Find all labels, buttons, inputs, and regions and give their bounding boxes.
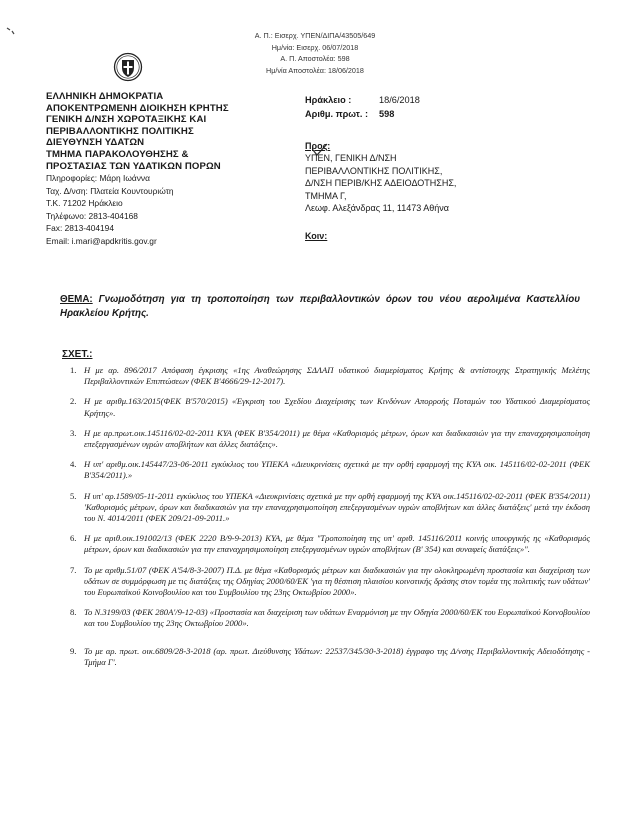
- reference-number: 9.: [70, 645, 77, 656]
- sender-date-line: Ημ/νία Αποστολέα: 18/06/2018: [266, 65, 364, 75]
- reference-number: 5.: [70, 490, 77, 501]
- protocol-row: [305, 107, 605, 121]
- recipient-line: ΤΜΗΜΑ Γ,: [305, 190, 347, 201]
- subject-label: ΘΕΜΑ:: [60, 294, 93, 305]
- reference-number: 4.: [70, 459, 77, 470]
- meta-and-recipient-block: [305, 93, 605, 241]
- greek-emblem-icon: [113, 52, 143, 82]
- recipient-line: Δ/ΝΣΗ ΠΕΡΙΒ/ΚΗΣ ΑΔΕΙΟΔΟΤΗΣΗΣ,: [305, 178, 457, 188]
- phone-number: Τηλέφωνο: 2813-404168: [46, 210, 138, 221]
- issuer-line: ΤΜΗΜΑ ΠΑΡΑΚΟΛΟΥΘΗΣΗΣ &: [46, 148, 189, 160]
- sender-protocol-line: Α. Π. Αποστολέα: 598: [280, 54, 350, 63]
- issuer-line: ΔΙΕΥΘΥΝΣΗ ΥΔΑΤΩΝ: [46, 137, 145, 149]
- reference-item: [70, 459, 590, 481]
- reference-item: [70, 607, 590, 629]
- recipient-label: Προς:: [305, 141, 331, 151]
- fax-number: Fax: 2813-404194: [46, 223, 114, 234]
- issuer-line: ΠΕΡΙΒΑΛΛΟΝΤΙΚΗΣ ΠΟΛΙΤΙΚΗΣ: [46, 125, 194, 137]
- place-label: Ηράκλειο :: [305, 95, 352, 105]
- references-list: [70, 365, 590, 668]
- receipt-stamp: [205, 30, 425, 76]
- reference-text: Η υπ' αριθμ.οικ.145447/23-06-2011 εγκύκλιος του ΥΠΕΚΑ «Διευκρινίσεις σχετικά με την ορθή εφαρμογή της ΚΥΑ οικ. 145116/02-02-2011 (ΦΕΚ Β'354/2011).»: [84, 459, 590, 481]
- reference-number: 3.: [70, 427, 77, 438]
- reference-item: [70, 428, 590, 450]
- reference-number: 1.: [70, 365, 77, 375]
- receipt-protocol-line: Α. Π.: Εισερχ. ΥΠΕΝ/ΔΙΠΑ/43505/649: [254, 31, 376, 40]
- cc-label: Κοιν:: [305, 230, 328, 241]
- reference-number: 6.: [70, 533, 77, 544]
- issuer-line: ΠΡΟΣΤΑΣΙΑΣ ΤΩΝ ΥΔΑΤΙΚΩΝ ΠΟΡΩΝ: [46, 160, 221, 172]
- reference-item: [70, 365, 590, 387]
- email-address: Email: i.mari@apdkritis.gov.gr: [46, 235, 157, 246]
- reference-item: [70, 646, 590, 668]
- reference-text: Η υπ' αρ.1589/05-11-2011 εγκύκλιος του ΥΠΕΚΑ «Διευκρινίσεις σχετικά με την ορθή εφαρμογή της ΚΥΑ οικ.145116/02-02-2011 (ΦΕΚ Β'354/2011) 'Καθορισμός μέτρων, όρων και διαδικασιών για την επαναχρησιμοποίηση επεξεργασμένων υγρών αποβλήτων και άλλες διατάξεις' μετά την έκδοση του Ν. 4014/2011 (ΦΕΚ 209/21-09-2011.»: [84, 490, 590, 524]
- issuer-line: ΑΠΟΚΕΝΤΡΩΜΕΝΗ ΔΙΟΙΚΗΣΗ ΚΡΗΤΗΣ: [46, 102, 229, 114]
- reference-text: Η με αριθμ.163/2015(ΦΕΚ Β'570/2015) «Έγκριση του Σχεδίου Διαχείρισης των Κινδύνων Απορροής Ποταμών του Υδατικού Διαμερίσματος Κρήτης».: [84, 396, 590, 418]
- reference-text: Το Ν.3199/03 (ΦΕΚ 280Α'/9-12-03) «Προστασία και διαχείριση των υδάτων Εναρμόνιση με την Οδηγία 2000/60/ΕΚ του Ευρωπαϊκού Κοινοβουλίου και του Συμβουλίου της 23ης Οκτωβρίου 2000».: [84, 607, 590, 629]
- reference-number: 8.: [70, 607, 77, 618]
- recipient-address: [305, 152, 605, 215]
- subject-line: [60, 293, 580, 321]
- reference-text: Η με αρ. 896/2017 Απόφαση έγκρισης «1ης Αναθεώρησης ΣΔΛΑΠ υδατικού διαμερίσματος Κρήτης & αντίστοιχης Στρατηγικής Μελέτης Περιβαλλοντικών Επιπτώσεων (ΦΕΚ Β'4666/29-12-2017).: [84, 365, 590, 387]
- reference-item: [70, 533, 590, 555]
- place-date-row: [305, 93, 605, 107]
- protocol-number: 598: [379, 109, 395, 119]
- scan-speck-mark: [6, 26, 16, 36]
- issuer-line: ΕΛΛΗΝΙΚΗ ΔΗΜΟΚΡΑΤΙΑ: [46, 91, 164, 102]
- contact-person: Πληροφορίες: Μάρη Ιωάννα: [46, 173, 150, 184]
- reference-number: 7.: [70, 564, 77, 575]
- reference-text: Η με αρ.πρωτ.οικ.145116/02-02-2011 ΚΥΑ (ΦΕΚ Β'354/2011) με θέμα «Καθορισμός μέτρων, όρων και διαδικασιών για την επαναχρησιμοποίηση επεξεργασμένων υγρών αποβλήτων και άλλες διατάξεις».: [84, 427, 590, 450]
- reference-item: [70, 491, 590, 525]
- reference-text: Η με αριθ.οικ.191002/13 (ΦΕΚ 2220 Β/9-9-2013) ΚΥΑ, με θέμα "Τροποποίηση της υπ' αριθ. 145116/2011 κοινής υπουργικής ης «Καθορισμός μέτρων, όρων και διαδικασιών για την επαναχρησιμοποίηση επεξεργασμένων υγρών αποβλήτων (Β' 354) και συναφείς διατάξεις»".: [84, 533, 590, 555]
- reference-item: [70, 396, 590, 418]
- protocol-label: Αριθμ. πρωτ. :: [305, 109, 369, 119]
- receipt-date-line: Ημ/νία: Εισερχ. 06/07/2018: [271, 42, 359, 52]
- document-date: 18/6/2018: [379, 95, 420, 105]
- recipient-line: Λεωφ. Αλεξάνδρας 11, 11473 Αθήνα: [305, 203, 449, 213]
- issuer-block: [46, 91, 296, 247]
- subject-text: Γνωμοδότηση για τη τροποποίηση των περιβαλλοντικών όρων του νέου αερολιμένα Καστελλίου Ηρακλείου Κρήτης.: [60, 294, 580, 319]
- references-label: ΣΧΕΤ.:: [62, 349, 93, 360]
- reference-number: 2.: [70, 396, 77, 407]
- postal-code: Τ.Κ. 71202 Ηράκλειο: [46, 198, 123, 209]
- reference-text: Το με αριθμ.51/07 (ΦΕΚ Α'54/8-3-2007) Π.Δ. με θέμα «Καθορισμός μέτρων και διαδικασιών για την ολοκληρωμένη προστασία και διαχείριση των υδάτων σε συμμόρφωση με τις διατάξεις της Οδηγίας 2000/60/ΕΚ 'για τη θέσπιση πλαισίου κοινοτικής δράσης στον τομέα της πολιτικής των υδάτων' του Ευρωπαϊκού Κοινοβουλίου και του Συμβουλίου της 23ης Οκτωβρίου 2000».: [84, 564, 590, 598]
- recipient-line: ΠΕΡΙΒΑΛΛΟΝΤΙΚΗΣ ΠΟΛΙΤΙΚΗΣ,: [305, 165, 443, 176]
- issuer-line: ΓΕΝΙΚΗ Δ/ΝΣΗ ΧΩΡΟΤΑΞΙΚΗΣ ΚΑΙ: [46, 114, 207, 126]
- reference-item: [70, 565, 590, 599]
- postal-address: Ταχ. Δ/νση: Πλατεία Κουντουριώτη: [46, 185, 174, 196]
- recipient-line: ΥΠΕΝ, ΓΕΝΙΚΗ Δ/ΝΣΗ: [305, 153, 397, 163]
- reference-text: Το με αρ. πρωτ. οικ.6809/28-3-2018 (αρ. πρωτ. Διεύθυνσης Υδάτων: 22537/345/30-3-2018) έγγραφο της Δ/νσης Περιβαλλοντικής Αδειοδότησης - Τμήμα Γ'.: [84, 645, 590, 667]
